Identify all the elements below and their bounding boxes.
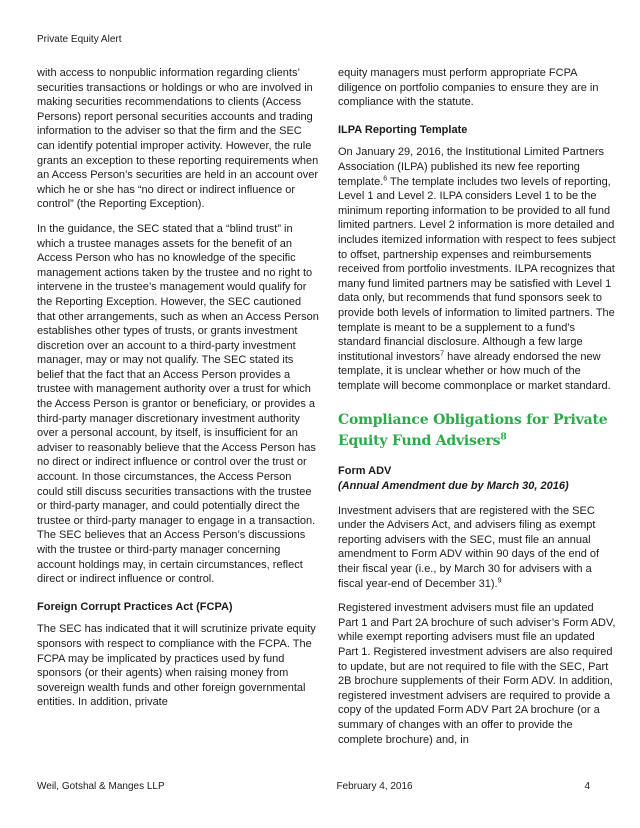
paragraph-text: Investment advisers that are registered with the SEC under the Advisers Act, and advisers filing as exempt reporting advisers with the SEC, must file an annual amendment to Form ADV within 90 days of the end of their fiscal year (i.e., by March 30 for advisers with a fiscal year-end of December 31). (338, 504, 600, 590)
form-adv-deadline-note: (Annual Amendment due by March 30, 2016) (338, 480, 569, 493)
footnote-ref-7: 7 (440, 350, 445, 358)
paragraph-ilpa-template (338, 145, 616, 393)
paragraph-text: On January 29, 2016, the Institutional Limited Partners Association (ILPA) published its new fee reporting template. (338, 146, 604, 188)
footnote-ref-6: 6 (383, 174, 388, 182)
paragraph-text: The template includes two levels of reporting, Level 1 and Level 2. ILPA considers Level 1 to be the minimum reporting information to be provided to all fund limited partners. Level 2 information is more detailed and includes itemized information with respect to fees subject to offset, partnership expenses and reimbursements received from portfolio investments. ILPA recognizes that many fund limited partners may be satisfied with Level 1 data only, but recommends that fund sponsors seek to provide both levels of information to limited partners. The template is meant to be a supplement to a fund’s standard financial disclosure. Although a few large institutional investors (338, 175, 616, 363)
heading-text: Compliance Obligations for Private Equity Fund Advisers (338, 412, 608, 449)
paragraph-fcpa-diligence: equity managers must perform appropriate FCPA diligence on portfolio companies to ensure they are in compliance with the statute. (338, 67, 599, 109)
section-heading-fcpa: Foreign Corrupt Practices Act (FCPA) (37, 600, 233, 613)
paragraph-blind-trust-guidance: In the guidance, the SEC stated that a “blind trust” in which a trustee manages assets for the benefit of an Access Person who has no knowledge of the specific management actions taken by the trustee and no right to intervene in the trustee’s management would qualify for the Reporting Exception. However, the SEC cautioned that other arrangements, such as when an Access Person establishes other types of trusts, or grants investment discretion over an account to a third-party investment manager, may or may not qualify. The SEC stated its belief that the fact that an Access Person provides a trustee with management authority over a trust for which the Access Person is grantor or beneficiary, or provides a third-party manager discretionary investment authority over a personal account, by itself, is insufficient for an adviser to reasonably believe that the Access Person has no direct or indirect influence or control over the trust or account. In those circumstances, the Access Person could still discuss securities transactions with the trustee or third-party manager, and could potentially direct the trustee or third-party manager to engage in a transaction. The SEC believes that an Access Person’s discussions with the trustee or third-party manager concerning account holdings may, in certain circumstances, reflect direct or indirect influence or control. (37, 222, 319, 586)
footer-firm-name: Weil, Gotshal & Manges LLP (37, 781, 165, 792)
left-column (37, 66, 320, 757)
paragraph-form-adv-amendment (338, 504, 616, 592)
page-footer (37, 781, 590, 793)
paragraph-form-adv-filing: Registered investment advisers must file an updated Part 1 and Part 2A brochure of such adviser’s Form ADV, while exempt reporting advisers must file an updated Part 1. Registered investment advisers are also required to update, but are not required to file with the SEC, Part 2B brochure supplements of their Form ADV. In addition, registered investment advisers are required to provide a copy of the updated Form ADV Part 2A brochure (or a summary of changes with an offer to provide the complete brochure) and, in (338, 602, 616, 746)
paragraph-text: have already endorsed the new template, it is unclear whether or how much of the template will become commonplace or market standard. (338, 350, 611, 392)
section-heading-compliance-obligations (338, 410, 616, 451)
subsection-heading-form-adv: Form ADV (338, 465, 392, 478)
footnote-ref-8: 8 (500, 432, 507, 443)
section-heading-ilpa: ILPA Reporting Template (338, 123, 468, 136)
footer-date: February 4, 2016 (336, 781, 413, 792)
paragraph-access-persons: with access to nonpublic information regarding clients’ securities transactions or holdings or who are involved in making securities recommendations to clients (Access Persons) report personal securities accounts and trading information to the adviser so that the firm and the SEC can identify potential improper activity. However, the rule grants an exception to these reporting requirements when an Access Person’s securities are held in an account over which he or she has “no direct or indirect influence or control” (the Reporting Exception). (37, 67, 319, 211)
footer-page-number: 4 (584, 781, 590, 792)
footnote-ref-9: 9 (497, 576, 502, 584)
right-column (338, 66, 616, 757)
two-column-body (37, 66, 616, 757)
newsletter-title: Private Equity Alert (37, 34, 122, 45)
paragraph-fcpa-scrutiny: The SEC has indicated that it will scrutinize private equity sponsors with respect to compliance with the FCPA. The FCPA may be implicated by practices used by fund sponsors (or their agents) when raising money from sovereign wealth funds and other foreign governmental entities. In addition, private (37, 623, 316, 709)
